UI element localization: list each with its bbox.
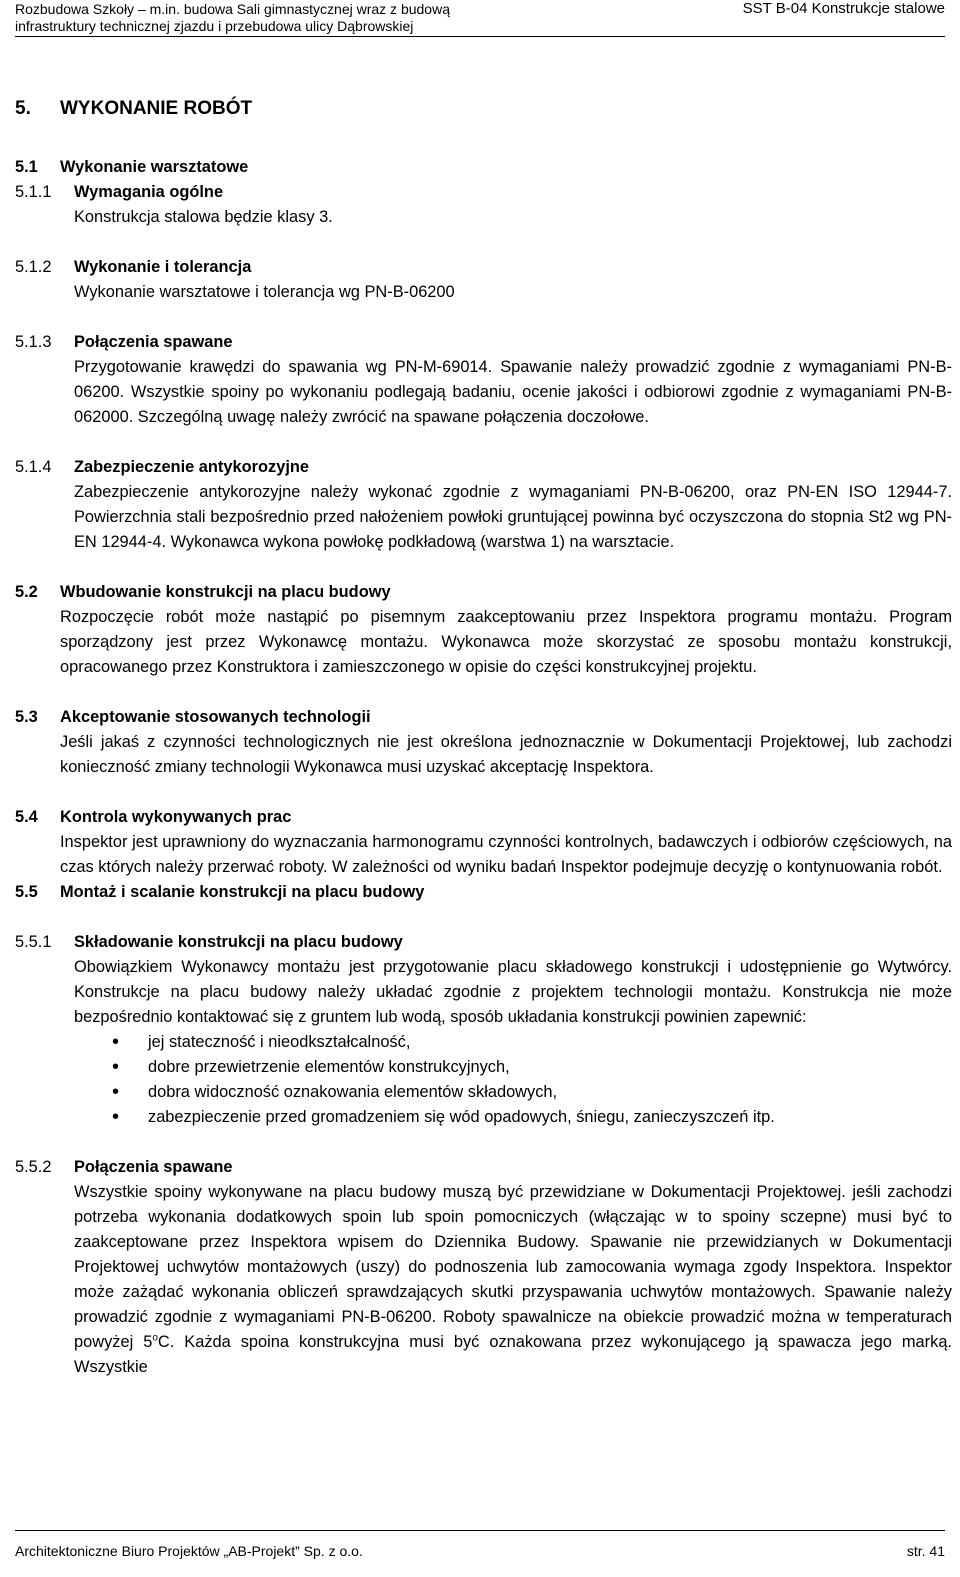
section-5-5-1-heading bbox=[15, 930, 952, 955]
section-5-4-text: Inspektor jest uprawniony do wyznaczania harmonogramu czynności kontrolnych, badawczych i odbiorów częściowych, na czas których należy przerwać roboty. W zależności od wyniku badań Inspektor podejmuje decyzję o kontynuowania robót. bbox=[60, 833, 952, 876]
section-5-1-3-heading bbox=[15, 330, 952, 355]
section-5-2-text: Rozpoczęcie robót może nastąpić po pisemnym zaakceptowaniu przez Inspektora programu montażu. Program sporządzony jest przez Wykonawcę montażu. Wykonawca może skorzystać ze sposobu montażu konstrukcji, opracowanego przez Konstruktora i zamieszczonego w opisie do części konstrukcyjnej projektu. bbox=[60, 608, 952, 676]
section-number: 5. bbox=[15, 98, 31, 119]
list-item: • zabezpieczenie przed gromadzeniem się wód opadowych, śniegu, zanieczyszczeń itp. bbox=[74, 1105, 952, 1130]
list-item: • dobra widoczność oznakowania elementów składowych, bbox=[74, 1080, 952, 1105]
section-title: Składowanie konstrukcji na placu budowy bbox=[74, 933, 403, 951]
section-title: Zabezpieczenie antykorozyjne bbox=[74, 458, 310, 476]
section-5-2-heading bbox=[15, 580, 952, 605]
degree-superscript: o bbox=[152, 1332, 158, 1344]
section-5-heading bbox=[15, 96, 952, 121]
section-number: 5.1 bbox=[15, 158, 38, 176]
storage-requirements-list bbox=[74, 1030, 952, 1130]
section-5-1-4-heading bbox=[15, 455, 952, 480]
document-body bbox=[15, 96, 952, 1380]
list-item: • dobre przewietrzenie elementów konstrukcyjnych, bbox=[74, 1055, 952, 1080]
section-5-5-1-text: Obowiązkiem Wykonawcy montażu jest przygotowanie placu składowego konstrukcji i udostępnienie go Wytwórcy. Konstrukcje na placu budowy należy układać zgodnie z projektem technologii montażu. Konstrukcja nie może bezpośrednio kontaktować się z gruntem lub wodą, sposób układania konstrukcji powinien zapewnić: bbox=[74, 958, 952, 1026]
section-title: Połączenia spawane bbox=[74, 333, 233, 351]
section-5-5-2-heading bbox=[15, 1155, 952, 1180]
footer-company: Architektoniczne Biuro Projektów „AB-Projekt” Sp. z o.o. bbox=[15, 1543, 363, 1559]
section-number: 5.3 bbox=[15, 708, 38, 726]
section-5-1-heading bbox=[15, 155, 952, 180]
section-5-5-2-text bbox=[74, 1180, 952, 1380]
section-number: 5.2 bbox=[15, 583, 38, 601]
header-project-line2: infrastruktury technicznej zjazdu i przebudowa ulicy Dąbrowskiej bbox=[15, 18, 414, 34]
section-title: Wymagania ogólne bbox=[74, 183, 224, 201]
section-title: Akceptowanie stosowanych technologii bbox=[60, 708, 371, 726]
page-header bbox=[15, 0, 945, 37]
section-number: 5.5 bbox=[15, 883, 38, 901]
section-5-4-heading bbox=[15, 805, 952, 830]
section-5-1-3-text: Przygotowanie krawędzi do spawania wg PN-M-69014. Spawanie należy prowadzić zgodnie z wymaganiami PN-B-06200. Wszystkie spoiny po wykonaniu podlegają badaniu, ocenie jakości i odbiorowi zgodnie z wymaganiami PN-B-062000. Szczególną uwagę należy zwrócić na spawane połączenia doczołowe. bbox=[74, 358, 952, 426]
header-spec-code: SST B-04 Konstrukcje stalowe bbox=[742, 0, 945, 17]
section-title: Połączenia spawane bbox=[74, 1158, 233, 1176]
section-title: Wykonanie warsztatowe bbox=[60, 158, 249, 176]
section-number: 5.1.1 bbox=[15, 183, 52, 201]
page-footer bbox=[15, 1530, 945, 1560]
section-5-5-heading bbox=[15, 880, 952, 905]
section-title: Montaż i scalanie konstrukcji na placu budowy bbox=[60, 883, 425, 901]
section-number: 5.1.3 bbox=[15, 333, 52, 351]
section-5-1-2-text: Wykonanie warsztatowe i tolerancja wg PN-B-06200 bbox=[74, 283, 455, 301]
section-title: Wykonanie i tolerancja bbox=[74, 258, 252, 276]
header-project-line1: Rozbudowa Szkoły – m.in. budowa Sali gimnastycznej wraz z budową bbox=[15, 1, 450, 17]
section-number: 5.5.2 bbox=[15, 1158, 52, 1176]
section-number: 5.1.4 bbox=[15, 458, 52, 476]
section-5-1-4-text: Zabezpieczenie antykorozyjne należy wykonać zgodnie z wymaganiami PN-B-06200, oraz PN-EN ISO 12944-7. Powierzchnia stali bezpośrednio przed nałożeniem powłoki gruntującej powinna być oczyszczona do stopnia St2 wg PN-EN 12944-4. Wykonawca wykona powłokę podkładową (warstwa 1) na warsztacie. bbox=[74, 483, 952, 551]
section-5-3-text: Jeśli jakaś z czynności technologicznych nie jest określona jednoznacznie w Dokumentacji Projektowej, lub zachodzi konieczność zmiany technologii Wykonawca musi uzyskać akceptację Inspektora. bbox=[60, 733, 952, 776]
section-number: 5.4 bbox=[15, 808, 38, 826]
list-item: • jej stateczność i nieodkształcalność, bbox=[74, 1030, 952, 1055]
section-number: 5.1.2 bbox=[15, 258, 52, 276]
section-5-1-1-heading bbox=[15, 180, 952, 205]
section-number: 5.5.1 bbox=[15, 933, 52, 951]
section-5-3-heading bbox=[15, 705, 952, 730]
paragraph-part: C. Każda spoina konstrukcyjna musi być oznakowana przez wykonującego ją spawacza jego marką. Wszystkie bbox=[74, 1333, 952, 1376]
page-number: str. 41 bbox=[906, 1543, 945, 1559]
section-title: Kontrola wykonywanych prac bbox=[60, 808, 292, 826]
paragraph-part: Wszystkie spoiny wykonywane na placu budowy muszą być przewidziane w Dokumentacji Projektowej. jeśli zachodzi potrzeba wykonania dodatkowych spoin lub spoin pomocniczych (włączając w to spoiny sczepne) musi być to zaakceptowane przez Inspektora wpisem do Dziennika Budowy. Spawanie nie przewidzianych w Dokumentacji Projektowej uchwytów montażowych (uszy) do podnoszenia lub zamocowania wymaga zgody Inspektora. Inspektor może zażądać wykonania obliczeń sprawdzających skutki przyspawania uchwytów montażowych. Spawanie należy prowadzić zgodnie z wymaganiami PN-B-06200. Roboty spawalnicze na obiekcie prowadzić można w temperaturach powyżej 5 bbox=[74, 1183, 952, 1351]
section-5-1-1-text: Konstrukcja stalowa będzie klasy 3. bbox=[74, 208, 333, 226]
section-5-1-2-heading bbox=[15, 255, 952, 280]
section-title: WYKONANIE ROBÓT bbox=[60, 98, 253, 119]
section-title: Wbudowanie konstrukcji na placu budowy bbox=[60, 583, 391, 601]
